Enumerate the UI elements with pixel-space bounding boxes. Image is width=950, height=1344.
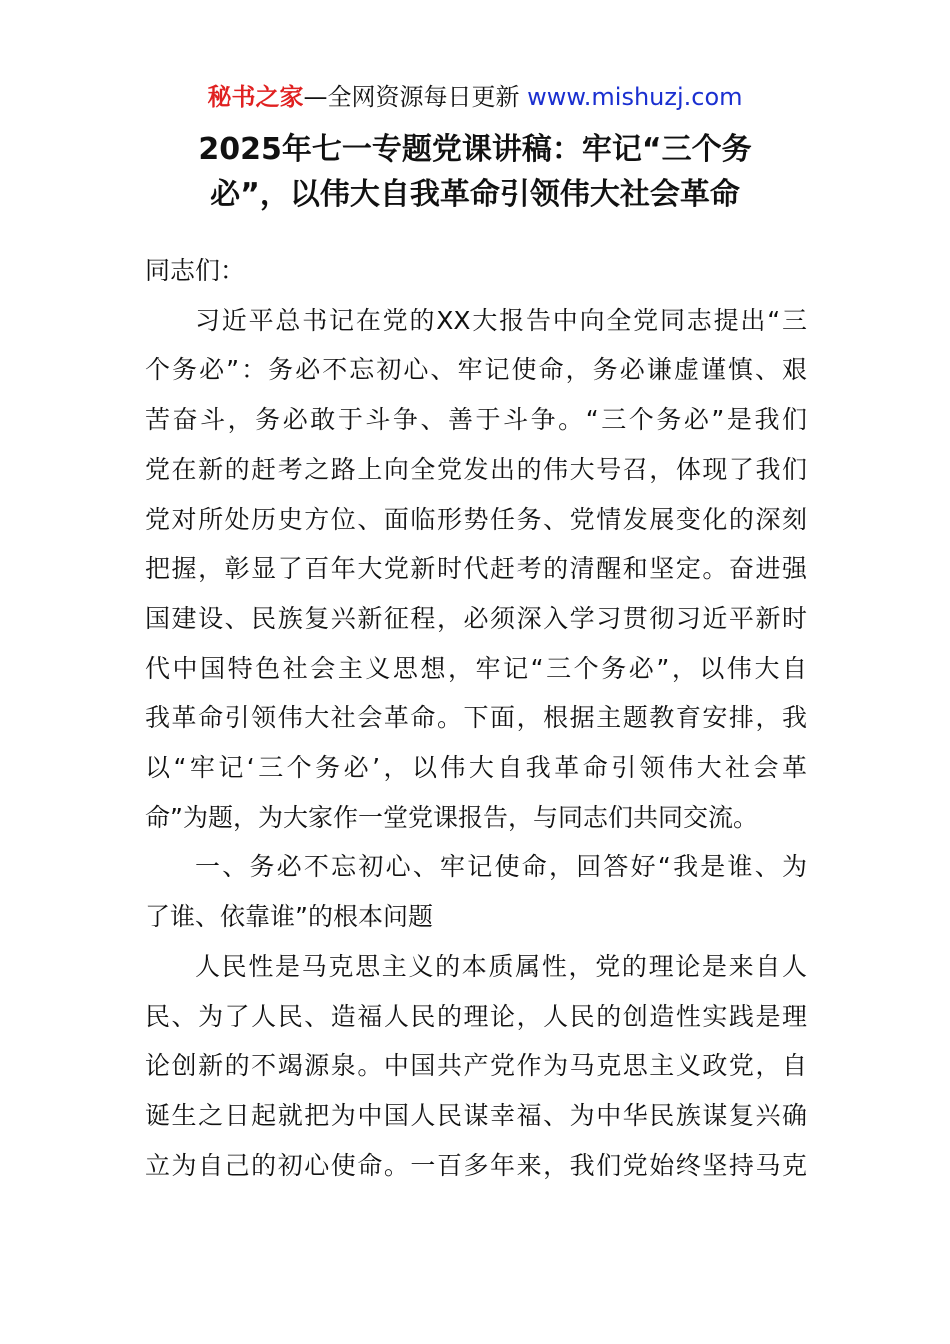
site-header: [0, 80, 950, 114]
text-line: 习近平总书记在党的XX大报告中向全党同志提出“三: [195, 305, 807, 335]
text-line: 苦奋斗，务必敢于斗争、善于斗争。“三个务必”是我们: [145, 405, 807, 435]
text-line: 论创新的不竭源泉。中国共产党作为马克思主义政党，自: [145, 1051, 807, 1081]
site-tagline: —全网资源每日更新: [303, 83, 528, 111]
text-line: 以“牢记‘三个务必’，以伟大自我革命引领伟大社会革: [145, 753, 807, 783]
text-line: 国建设、民族复兴新征程，必须深入学习贯彻习近平新时: [145, 603, 807, 633]
text-line: 一、务必不忘初心、牢记使命，回答好“我是谁、为: [195, 852, 807, 882]
paragraph-intro: [145, 296, 807, 843]
text-line: 民、为了人民、造福人民的理论，人民的创造性实践是理: [145, 1001, 807, 1031]
text-line: 诞生之日起就把为中国人民谋幸福、为中华民族谋复兴确: [145, 1100, 807, 1130]
text-line: 个务必”：务必不忘初心、牢记使命，务必谦虚谨慎、艰: [145, 355, 807, 385]
text-line: 把握，彰显了百年大党新时代赶考的清醒和坚定。奋进强: [145, 554, 807, 584]
title-line-1: 2025年七一专题党课讲稿：牢记“三个务: [198, 132, 752, 167]
text-line: 代中国特色社会主义思想，牢记“三个务必”，以伟大自: [145, 653, 807, 683]
text-line: 人民性是马克思主义的本质属性，党的理论是来自人: [195, 951, 807, 981]
document-title: [130, 127, 820, 217]
text-line: 我革命引领伟大社会革命。下面，根据主题教育安排，我: [145, 703, 807, 733]
document-body: [145, 246, 807, 1190]
section-heading-1: [145, 842, 807, 941]
text-line: 立为自己的初心使命。一百多年来，我们党始终坚持马克: [145, 1150, 807, 1180]
text-line: 了谁、依靠谁”的根本问题: [145, 902, 433, 932]
title-line-2: 必”，以伟大自我革命引领伟大社会革命: [210, 177, 740, 212]
paragraph-people: [145, 942, 807, 1191]
salutation: 同志们：: [145, 256, 246, 285]
text-line: 党对所处历史方位、面临形势任务、党情发展变化的深刻: [145, 504, 807, 534]
text-line: 党在新的赶考之路上向全党发出的伟大号召，体现了我们: [145, 454, 807, 484]
text-line: 命”为题，为大家作一堂党课报告，与同志们共同交流。: [145, 802, 758, 832]
site-url-link[interactable]: www.mishuzj.com: [527, 83, 743, 111]
site-brand: 秘书之家: [207, 83, 304, 111]
